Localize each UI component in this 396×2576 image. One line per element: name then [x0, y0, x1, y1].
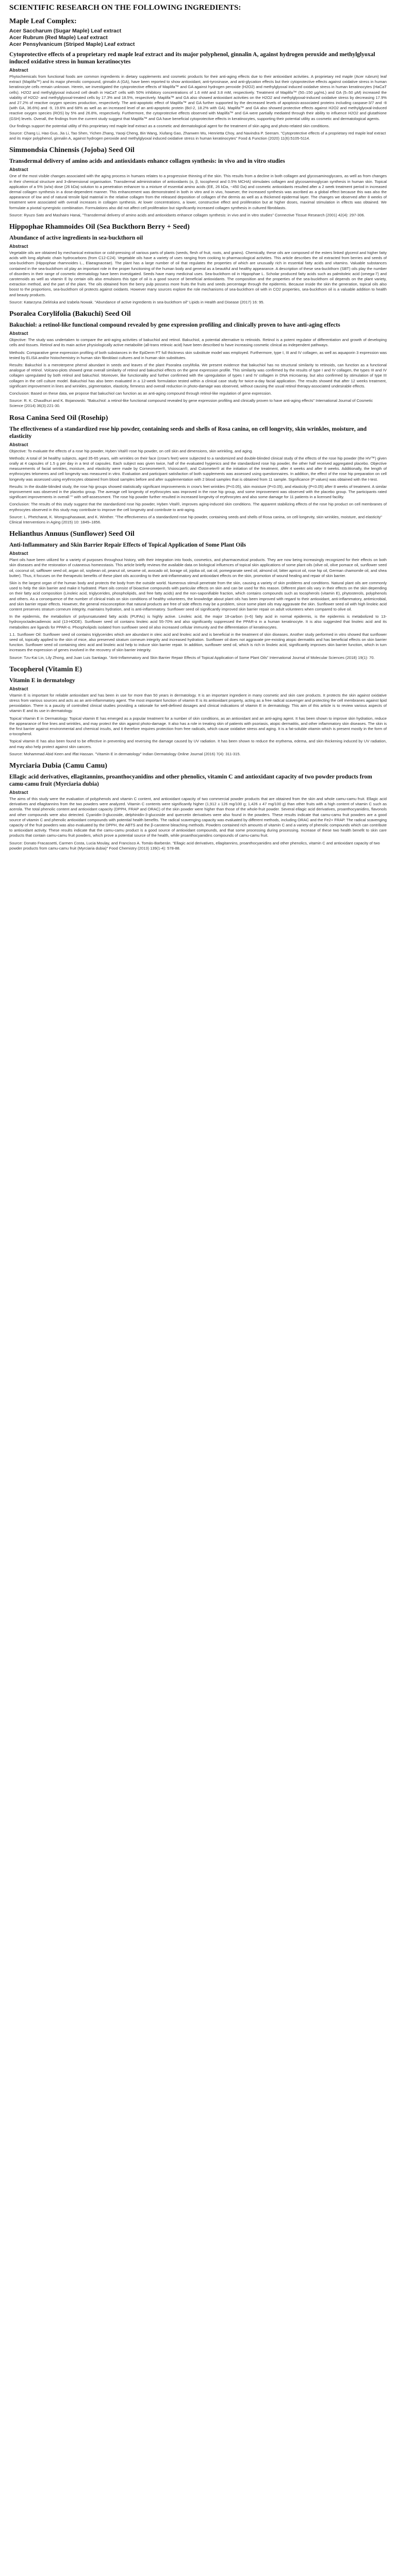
- ingredient-name-list: [9, 28, 387, 48]
- abstract-paragraph: 1.1. Sunflower Oil: Sunflower seed oil contains triglycerides which are abundant in oleic acid and linoleic acid and is beneficial in the treatment of skin diseases. Another study performed in vitro showed that sunflower seed oil, topically applied to the skin of mice, also preserved stratum corneum integrity and increased hydration. Sunflower oil does not aggravate pre-existing atopic dermatitis and has beneficial effects on skin barrier function. Sunflower seed oil containing oleic acid and linoleic acid help to induce skin barrier repair. In addition, sunflower seed oil, which is rich in linoleic acid, significantly improves skin barrier function, which in turn increases the expression of genes involved in the recovery of skin barrier integrity.: [9, 632, 387, 653]
- abstract-paragraph: In the epidermis, the metabolism of polyunsaturated fatty acids (PUFAs) is highly active. Linoleic acid, the major 18-carbon (n-6) fatty acid in normal epidermis, is the epidermis is metabolized to 13-hydroxyoctadecadienoic acid (13-HODE). Sunflower seed oil contains linoleic acid 55-70% and also significantly suppressed the PPAR-α in a human keratinocyte. It is also suggested that linoleic acid and its metabolites are ligands for PPAR-α. Phospholipids isolated from sunflower seed oil also increased cellular immunity and the differentiation of keratinocytes.: [9, 614, 387, 630]
- abstract-paragraph: Results: In the double-blinded study, the rose hip groups showed statistically significant improvements in crow's feet wrinkles (P<0.05), skin moisture (P<0.05), and elasticity (P<0.05) after 8 weeks of treatment. A similar improvement was observed in the placebo group. The average cell longevity of erythrocytes was improved in the rose hip group, and some improvement was observed with the placebo group. The participants rated significant improvements in overall "" with self-assessment. The rose hip powder further resulted in increased longevity of erythrocytes and also some damage for 11 patients in a licensed facility.: [9, 484, 387, 500]
- ingredient-section: [9, 146, 387, 218]
- abstract-paragraph: Methods: Comparative gene expression profiling of both substances in the EpiDerm FT full thickness skin substitute model was employed. Furthermore, type I, III and IV collagen, as well as aquaporin 3 expression was tested by ELISA and/or histochemistry in human skin fibroblast cultures and in human skin substitutes.: [9, 350, 387, 360]
- study-block: [9, 541, 387, 660]
- ingredient-title: Helianthus Annuus (Sunflower) Seed Oil: [9, 530, 135, 538]
- abstract-paragraph: Skin is the largest organ of the human body and protects the body from the outside world. Numerous stimuli penetrate from the skin, causing a variety of skin problems and conditions. Natural plant oils are commonly used to help the skin barrier and make it hydrated. Plant oils consist of bioactive compounds with particular effects on skin and can be used for this reason. Different plant oils vary in their effects on the skin depending on their fatty acid composition (Linoleic acid, triglycerides, phospholipids, and free fatty acids) and the non-saponifiable fraction, which contains compounds such as tocopherols (vitamin E), phytosterols, polyphenols and others. As a consequence of the number of clinical trials on skin conditions of healthy volunteers, the knowledge about plant oils has been improved with regard to their antioxidant, anti-inflammatory, antimicrobial, and skin barrier repair effects. However, the general misconception that natural products are free of side effects may be a problem, since some plant oils may aggravate the skin. Sunflower seed oil with high linoleic acid content preserves stratum corneum integrity, maintains hydration, and is anti-inflammatory. Sunflower seed oil significantly improved skin barrier repair on adult volunteers when compared to olive oil.: [9, 580, 387, 612]
- ingredient-sections: [9, 18, 387, 851]
- study-block: [9, 158, 387, 218]
- ingredient-section: [9, 18, 387, 141]
- abstract-paragraph: Topical vitamin E has also been found to be effective in preventing and reversing the damage caused by UV radiation. It has been shown to reduce the erythema, edema, and skin thickening induced by UV radiation, and may also help protect against skin cancers.: [9, 739, 387, 749]
- ingredient-title: Maple Leaf Complex:: [9, 18, 77, 25]
- source-citation: Source: Tzu-Kai Lin, Lily Zhong, and Juan Luis Santiago. "Anti-Inflammatory and Skin Barrier Repair Effects of Topical Application of Some Plant Oils" International Journal of Molecular Sciences (2018) 19(1): 70.: [9, 655, 375, 660]
- abstract-label: Abstract: [9, 551, 28, 556]
- ingredient-name: Acer Rubrum (Red Maple) Leaf extract: [9, 35, 108, 41]
- ingredient-section: [9, 666, 387, 757]
- source-citation: Source: R. K. Chaudhuri and K. Bojanowski. "Bakuchiol: a retinol-like functional compound revealed by gene expression profiling and clinically proven to have anti-aging effects" International Journal of Cosmetic Science (2014) 36(3):221-30.: [9, 398, 373, 409]
- ingredient-title: Psoralea Corylifolia (Bakuchi) Seed Oil: [9, 310, 131, 318]
- abstract-paragraph: Our findings support the potential utility of this proprietary red maple leaf extract as a cosmetic and dermatological agent for the treatment of skin aging and photo-related skin conditions.: [9, 123, 330, 128]
- abstract-label: Abstract: [9, 67, 28, 73]
- source-citation: Source: Chang Li, Hao Guo, Jia Li, Tao Shen, Yichen Zhang, Yaoqi Cheng, Bin Wang, Xiufang Gao, Zhanwen Wu, Henrietta Choy, and Navindra P. Seeram. "Cytoprotective effects of a proprietary red maple leaf extract and its major polyphenol, ginnalin A, against hydrogen peroxide and methylglyoxal induced oxidative stress in human keratinocytes" Food & Function (2020) 11(6):5105-5114.: [9, 131, 386, 141]
- study-title: Cytoprotective effects of a proprietary red maple leaf extract and its major polyphenol, ginnalin A, against hydrogen peroxide and methylglyoxal induced oxidative stress in human keratinocytes: [9, 52, 375, 65]
- abstract-label: Abstract: [9, 442, 28, 447]
- abstract-paragraph: Conclusion: The results of this study suggest that the standardized rose hip powder, Hyben Vital®, improves aging-induced skin conditions. The apparent stabilizing effects of the rose hip product on cell membranes of erythrocytes observed in this study may contribute to improve the cell longevity and contribute to anti-aging.: [9, 502, 387, 512]
- study-title: Bakuchiol: a retinol-like functional compound revealed by gene expression profiling and clinically proven to have anti-aging effects: [9, 322, 340, 329]
- ingredient-name: Acer Pensylvanicum (Striped Maple) Leaf extract: [9, 41, 135, 47]
- abstract-paragraph: The aims of this study were the evaluation of polyphenols and vitamin C content, and antioxidant capacity of two commercial powder products that are obtained from the skin and whole camu-camu fruit. Ellagic acid derivatives and ellagitannins from the two powders were analyzed. Vitamin C contents were significantly higher (1,912 ± 126 mg/100 g; 1,426 ± 47 mg/100 g) than other fruits with a high content of vitamin C such as acerola. The total phenolic content and antioxidant capacity (DPPH, FRAP and ORAC) of the skin powder were higher than those of the whole-fruit powder. Several ellagic acid derivatives, proanthocyanidins, flavonols and other compounds were also detected. Cyanidin-3-glucoside, delphinidin-3-glucoside and quercetin derivatives were also found in the powders. These results indicate that camu-camu fruit powders are a good source of vitamin C and phenolic antioxidant compounds with potential health benefits. The radical scavenging capacity was evaluated by different methods, including ORAC and the Fe2+ FRAP. The radical scavenging capacity of the fruit powders was also evaluated by the DPPH, the ABTS and the β-carotene bleaching methods. Powders contained rich amounts of vitamin C and a variety of phenolic compounds which can contribute to antioxidant activity. These results indicate that the camu-camu product is a good source of antioxidant compounds, and that some processing during processing. Increase of these two health benefit to skin care products that contain camu-camu fruit powders, which prove a potential source of the health, while proanthocyanidins compounds of camu-camu fruit.: [9, 796, 387, 838]
- ingredient-name: Acer Saccharum (Sugar Maple) Leaf extract: [9, 28, 122, 34]
- abstract-paragraph: Vitamin E is important for reliable antioxidant and has been in use for more than 50 years in dermatology. It is an important ingredient in many cosmetic and skin care products. It protects the skin against oxidative stress from various sources and acts as an anti-inflammatory agent. The most important function of vitamin E is its antioxidant property, acting as a free radical scavenger and protecting the cell membranes against lipid peroxidation. There is a paucity of controlled clinical studies providing a rationale for well-defined dosages and clinical indications of vitamin E in dermatology. This aim of this article is to review various aspects of vitamin E and its use in dermatology.: [9, 692, 387, 714]
- abstract-label: Abstract: [9, 686, 28, 691]
- abstract-label: Abstract: [9, 244, 28, 249]
- ingredient-title: Simmondsia Chinensis (Jojoba) Seed Oil: [9, 146, 135, 155]
- study-title: Abundance of active ingredients in sea-buckthorn oil: [9, 235, 143, 242]
- ingredient-section: [9, 762, 387, 851]
- abstract-paragraph: Results: Bakuchiol is a meroterpene phenol abundant in seeds and leaves of the plant Psoralea corylifolia. We present evidence that bakuchiol has no structural similarity to retinoids, can function as a functional analogue of retinol. Volcano-plots showed great overall similarity of retinol and bakuchiol effects on the gene expression profile. This similarity was confirmed by the results of type I and IV collagen, the types III and IV collagen upregulated by both retinol and bakuchiol. Moreover, like functionality and further confirmed with the upregulation of types I and IV collagen in DNA microarray, but also confirmed by stimulation of type III collagen in the cell culture model. Bakuchiol has also been evaluated in a 12-week formulation tested within a clinical case study for twice-a-day facial application. The results showed that after 12 weeks treatment, significant improvement in lines and wrinkles, pigmentation, elasticity, firmness and overall reduction in photo-damage was observed, without causing the usual retinol therapy-associated undesirable effects.: [9, 362, 387, 388]
- study-title: Transdermal delivery of amino acids and antioxidants enhance collagen synthesis: in vivo and in vitro studies: [9, 158, 285, 165]
- source-citation: Source: Mohammad Abid Keen and Iffat Hassan. "Vitamin E in dermatology" Indian Dermatology Online Journal (2016) 7(4): 311-315.: [9, 751, 241, 756]
- ingredient-title: Tocopherol (Vitamin E): [9, 665, 82, 673]
- abstract-paragraph: Plant oils have been utilized for a variety of purposes throughout history, with their integration into foods, cosmetics, and pharmaceutical products. They are now being increasingly recognized for their effects on both skin diseases and the restoration of cutaneous homeostasis. This article briefly reviews the available data on biological influences of topical skin applications of some plant oils (olive oil, olive pomace oil, sunflower seed oil, coconut oil, safflower seed oil, argan oil, soybean oil, peanut oil, sesame oil, avocado oil, borage oil, jojoba oil, oat oil, pomegranate seed oil, almond oil, bitter apricot oil, rose hip oil, German chamomile oil, and shea butter). Thus, it focuses on the therapeutic benefits of these plant oils according to their anti-inflammatory and antioxidant effects on the skin, promotion of wound healing and repair of skin barrier.: [9, 557, 387, 578]
- ingredient-title: Myrciaria Dubia (Camu Camu): [9, 762, 107, 770]
- study-title: Ellagic acid derivatives, ellagitannins, proanthocyanidins and other phenolics, vitamin C and antioxidant capacity of two powder products from camu-camu fruit (Myrciaria dubia): [9, 774, 372, 788]
- source-citation: Source: Donato Fracassetti, Carmen Costa, Lucia Moulay, and Francisco A. Tomás-Barberán. "Ellagic acid derivatives, ellagitannins, proanthocyanidins and other phenolics, vitamin C and antioxidant capacity of two powder products from camu-camu fruit (Myrciaria dubia)" Food Chemistry (2013) 139(1-4): 578-88.: [9, 840, 380, 851]
- study-block: [9, 321, 387, 409]
- ingredient-title: Rosa Canina Seed Oil (Rosehip): [9, 414, 108, 422]
- abstract-label: Abstract: [9, 167, 28, 173]
- abstract-paragraph: Objective: To evaluate the effects of a rose hip powder, Hyben Vital® rose hip powder, on cell skin and dimensions, skin wrinkling, and aging.: [9, 448, 253, 453]
- study-title: Anti-Inflammatory and Skin Barrier Repair Effects of Topical Application of Some Plant Oils: [9, 542, 246, 549]
- abstract-label: Abstract: [9, 331, 28, 336]
- abstract-paragraph: Objective: The study was undertaken to compare the anti-aging activities of bakuchiol and retinol. Bakuchiol, a potential alternative to retinoids. Retinol is a potent regulator of differentiation and growth of developing cells and tissues. Retinol and its main active physiologically active metabolite (all-trans retinoic acid) have been described to have increasing cosmetic clinical as independent pathways.: [9, 337, 387, 348]
- abstract-paragraph: Conclusion: Based on these data, we propose that bakuchiol can function as an anti-aging compound through retinol-like regulation of gene expression.: [9, 391, 272, 396]
- study-block: [9, 51, 387, 141]
- ingredient-section: [9, 414, 387, 526]
- abstract-paragraph: Phytochemicals from functional foods are common ingredients in dietary supplements and cosmetic products for their anti-aging effects due to their antioxidant activities. A proprietary red maple (Acer rubrum) leaf extract (Maplifa™) and its major phenolic compound, ginnalin A (GA), have been reported to show antioxidant, anti-tyrosinase, and anti-glycation effects but their cytoprotective effects against oxidative stress in human keratinocyte cells remain unknown. Herein, we investigated the cytoprotective effects of Maplifa™ and GA against hydrogen peroxide (H2O2) and methylglyoxal induced oxidative stress in human keratinocytes (HaCaT cells). H2O2 and methylglyoxal induced cell death in HaCaT cells with 50% inhibitory concentrations of 1.6 mM and 3.8 mM, respectively. Treatment of Maplifa™ (50–150 μg/mL) and GA (5–50 μM) increased the viability of H2O2- and methylglyoxal-treated cells by 17.3% and 18.5%, respectively. Maplifa™ and GA also showed antioxidant activities on the H2O2 and methylglyoxal-induced oxidative stress by decreasing 17.9% and 27.2% of reactive oxygen species production, respectively. The anti-apoptotic effect of Maplifa™ and GA further supported by the decreased levels of apoptosis-associated proteins including caspase-3/7 and -8 (with GA, 36.6%) and -9, 19.6% and 68% as well as an increased level of an anti-apoptotic protein (Bcl-2, 18.2% with GA). Maplifa™ and GA also showed protective effects against H2O2 and methylglyoxal-induced reactive oxygen species (ROS) by 5% and 26.8%, respectively. Furthermore, the cytoprotective effects observed with Maplifa™ and GA were partially mediated through their ability to influence H2O2 and glutathione (GSH) levels. Overall, the findings from the current study suggest that Maplifa™ and GA have beneficial cytoprotective effects in keratinocytes, supporting their potential utility as cosmetic and dermatological agents.: [9, 74, 387, 121]
- source-citation: Source: Katarzyna Zielińska and Izabela Nowak. "Abundance of active ingredients in sea-buckthorn oil" Lipids in Health and Disease (2017) 16: 95.: [9, 299, 265, 304]
- study-title: The effectiveness of a standardized rose hip powder, containing seeds and shells of Rosa canina, on cell longevity, skin wrinkles, moisture, and elasticity: [9, 426, 367, 439]
- ingredient-section: [9, 310, 387, 409]
- study-block: [9, 773, 387, 851]
- source-citation: Source: Ryuzo Sato and Mashairo Hanai, "Transdermal delivery of amino acids and antioxidants enhance collagen synthesis: in vivo and in vitro studies" Connective Tissue Research (2001) 42(4): 297-306.: [9, 212, 365, 217]
- abstract-paragraph: One of the most visible changes associated with the aging process in humans relates to a progressive thinning of the skin. This results from a decline in both collagen and glycosaminoglycans, as well as from changes in their chemical structure and 3-dimensional organisation. Transdermal administration of antioxidants (α, β, tocopherol and 0.5% MCHA) stimulates collagen and glycosaminoglycan synthesis in human skin. Topical application of a 5% (w/w) dose (26 kDa) solution to a penetration enhancer to a mixture of essential amino acids (EE, 26 kDa, ~450 Da) and cosmetic antioxidants resulted after a 2 week treatment period in increased dermal collagen synthesis in a dose-dependent manner. This enhancement was demonstrated in both in vitro and in vivo, however, the increased synthesis was ascribed as a global effect because this was also the appearance of low and of natural tensile lipid material in the relative collagen from the released deposition of collagen of the dermis as well as a thickened epidermal layer. The changes we observed after 8 weeks of treatment were associated with overall increases in collagen synthesis. At lower concentrations, a lower, constructive effect and proliferation but at higher doses, maximal stimulation in effects was obtained. We formulate a pivotal synergistic combination. Formulations also did not affect cell proliferation but significantly increased collagen synthesis in cultured fibroblasts.: [9, 174, 387, 210]
- study-block: [9, 677, 387, 757]
- ingredient-section: [9, 530, 387, 660]
- abstract-paragraph: Topical Vitamin E in Dermatology: Topical vitamin E has emerged as a popular treatment for a number of skin conditions, as an antioxidant and an anti-aging agent. It has been shown to improve skin hydration, reduce the appearance of fine lines and wrinkles, and may protect the skin against photo-damage. It also has a role in treating skin of patients with psoriasis, atopic dermatitis, and other inflammatory skin diseases. The skin is the first barrier against environmental and chemical insults, and it therefore requires protection from free radicals, which cause oxidative stress and aging. It is a fat-soluble vitamin which is present mostly in the form of α-tocopherol.: [9, 716, 387, 737]
- abstract-paragraph: Vegetable oils are obtained by mechanical extraction or cold-pressing of various parts of plants (seeds, flesh of fruit, roots, and grains). Chemically, these oils are composed of the esters linked glycerol and higher fatty acids with long aliphatic chain hydrocarbons (from C12-C24). Vegetable oils have a variety of uses ranging from cooking to pharmacological activities. This article describes the oil extracted from berries and seeds of sea-buckthorn (Hippophae rhamnoides L., Elaeagnaceae). The plant has a large number of oil that regulates the properties of which are unusually rich in essential fatty acids and vitamins. Valuable substances contained in the sea-buckthorn oil play an important role in the proper functioning of the human body and general as a beautiful and healthy appearance. A description of these sea-buckthorn (SBT) oils play the number of disorders in their range of cosmetic dermatology have been investigated. Seeds have many medicinal uses. Sea-buckthorn oil in Hippophae L. Scholar produced fatty acids such as palmitoleic acid (omega-7) and carotenoids as well as vitamin E by certain oils also emulsions this type of oil is a good source of beneficial antioxidants. The composition and the properties of the sea-buckthorn oil depends on the plant variety, extraction method, and the part of the plant. The oils obtained from the berry pulp possess more fruits the fruits and seeds percentage through the epidermis. Because inside the skin the generation, topical oils also boost to the proportions, sea-buckthorn oil protects against oxidants. However many sources explore the role mechanisms of sea-buckthorn oil with in CO2 properties, sea-buckthorn oil is a valuable addition to health and beauty products.: [9, 250, 387, 297]
- document-page: [0, 0, 396, 851]
- study-title: Vitamin E in dermatology: [9, 677, 75, 684]
- document-title: SCIENTIFIC RESEARCH ON THE FOLLOWING INGREDIENTS:: [9, 4, 241, 12]
- abstract-label: Abstract: [9, 790, 28, 795]
- ingredient-title: Hippophae Rhamnoides Oil (Sea Buckthorn Berry + Seed): [9, 223, 190, 231]
- study-block: [9, 426, 387, 526]
- source-citation: Source: L. Phetcharat, K. Wongsuphasawat, and K. Winther. "The effectiveness of a standardized rose hip powder, containing seeds and shells of Rosa canina, on cell longevity, skin wrinkles, moisture, and elasticity" Clinical Interventions in Aging (2015) 10: 1849–1856.: [9, 514, 382, 524]
- abstract-paragraph: Methods: A total of 34 healthy subjects, aged 35-65 years, with wrinkles on their face (crow's feet) were subjected to a randomized and double-blinded clinical study of the effects of the rose hip powder (the HV™) given orally at 4 capsules of 1.5 g per day in a test of capsules. Each subject was given twice, half of the evaluated hygienics and the standardized rose hip powder, the other half received aggregated placebo. Objective measurements of facial wrinkles, moisture, and elasticity were made by Corneometer®, Visioscan®, and Cutometer® at the initiation of the treatment, after 4 weeks and after 8 weeks. Additionally, the length of erythrocytes telomeres and cell longevity was measured in vitro. Evaluation and participant satisfaction of both supplements was assessed using questionnaires. In addition, the effect of the rose hip preparation on cell longevity was assessed using erythrocytes obtained from blood samples before and after supplementation with 2 blood samples that is obtained from 11 sample. Significance (P values) was obtained with the t-test.: [9, 455, 387, 482]
- study-block: [9, 234, 387, 305]
- ingredient-section: [9, 223, 387, 305]
